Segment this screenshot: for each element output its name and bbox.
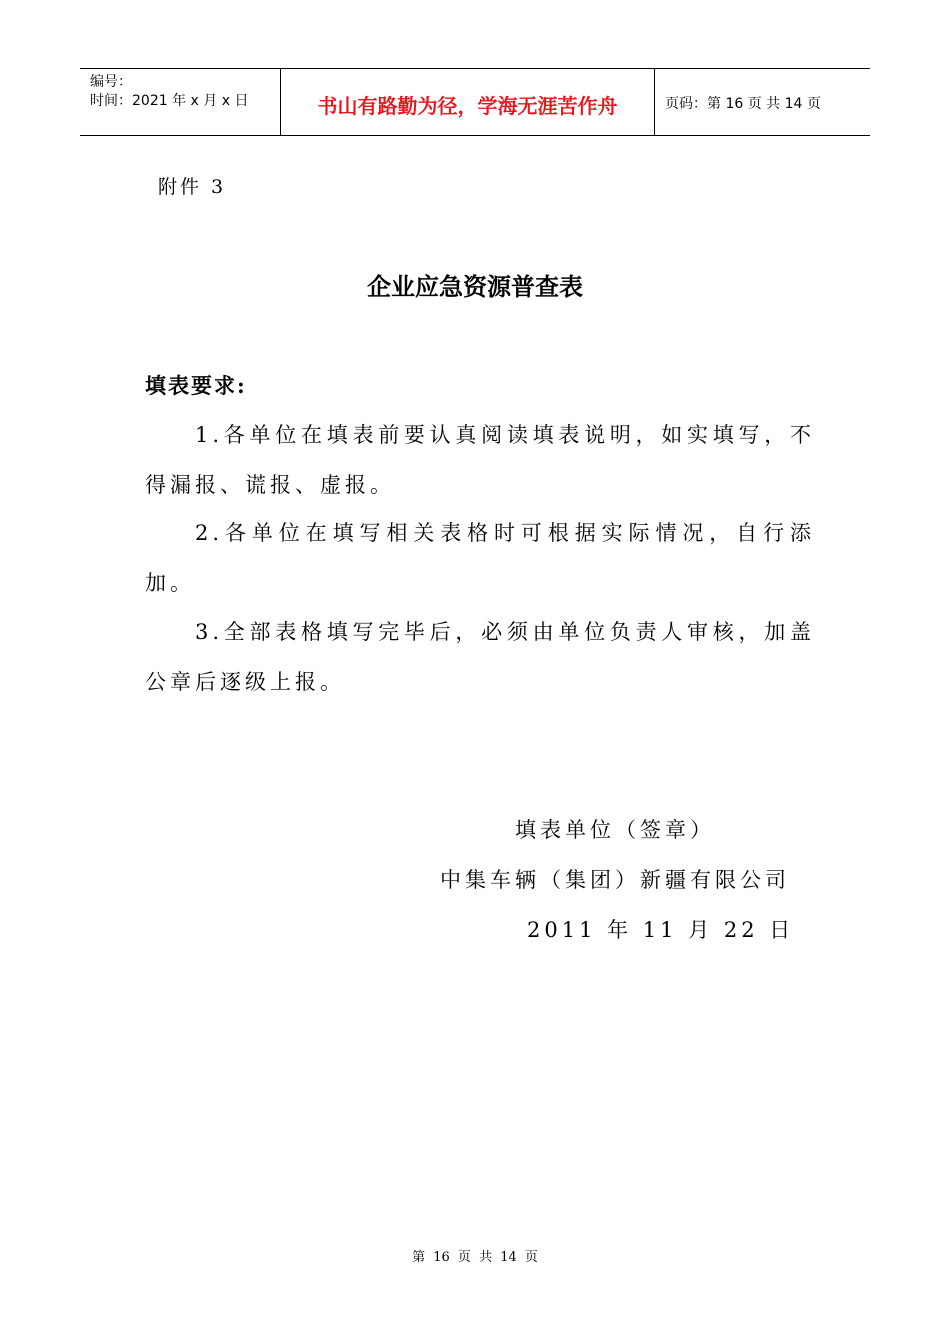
document-title: 企业应急资源普查表: [367, 272, 583, 301]
signature-company: 中集车辆（集团）新疆有限公司: [440, 868, 790, 892]
requirement-item-3: 3.全部表格填写完毕后，必须由单位负责人审核，加盖公章后逐级上报。: [145, 620, 815, 694]
signature-unit-label: 填表单位（签章）: [515, 818, 715, 842]
time-label: 时间：2021 年 x 月 x 日: [90, 93, 249, 109]
requirement-item-2: 2.各单位在填写相关表格时可根据实际情况，自行添加。: [145, 521, 815, 595]
header-motto: 书山有路勤为径，学海无涯苦作舟: [281, 69, 655, 135]
attachment-label: 附件 3: [158, 176, 227, 198]
requirements-heading: 填表要求:: [145, 373, 247, 398]
header-page-info: 页码：第 16 页 共 14 页: [665, 96, 821, 112]
page-header: [80, 68, 870, 136]
page-footer: 第 16 页 共 14 页: [412, 1250, 538, 1265]
requirement-item-1: 1.各单位在填表前要认真阅读填表说明，如实填写，不得漏报、谎报、虚报。: [145, 423, 815, 497]
header-meta: [80, 69, 281, 135]
signature-date: 2011 年 11 月 22 日: [527, 918, 795, 942]
number-label: 编号：: [90, 74, 132, 90]
